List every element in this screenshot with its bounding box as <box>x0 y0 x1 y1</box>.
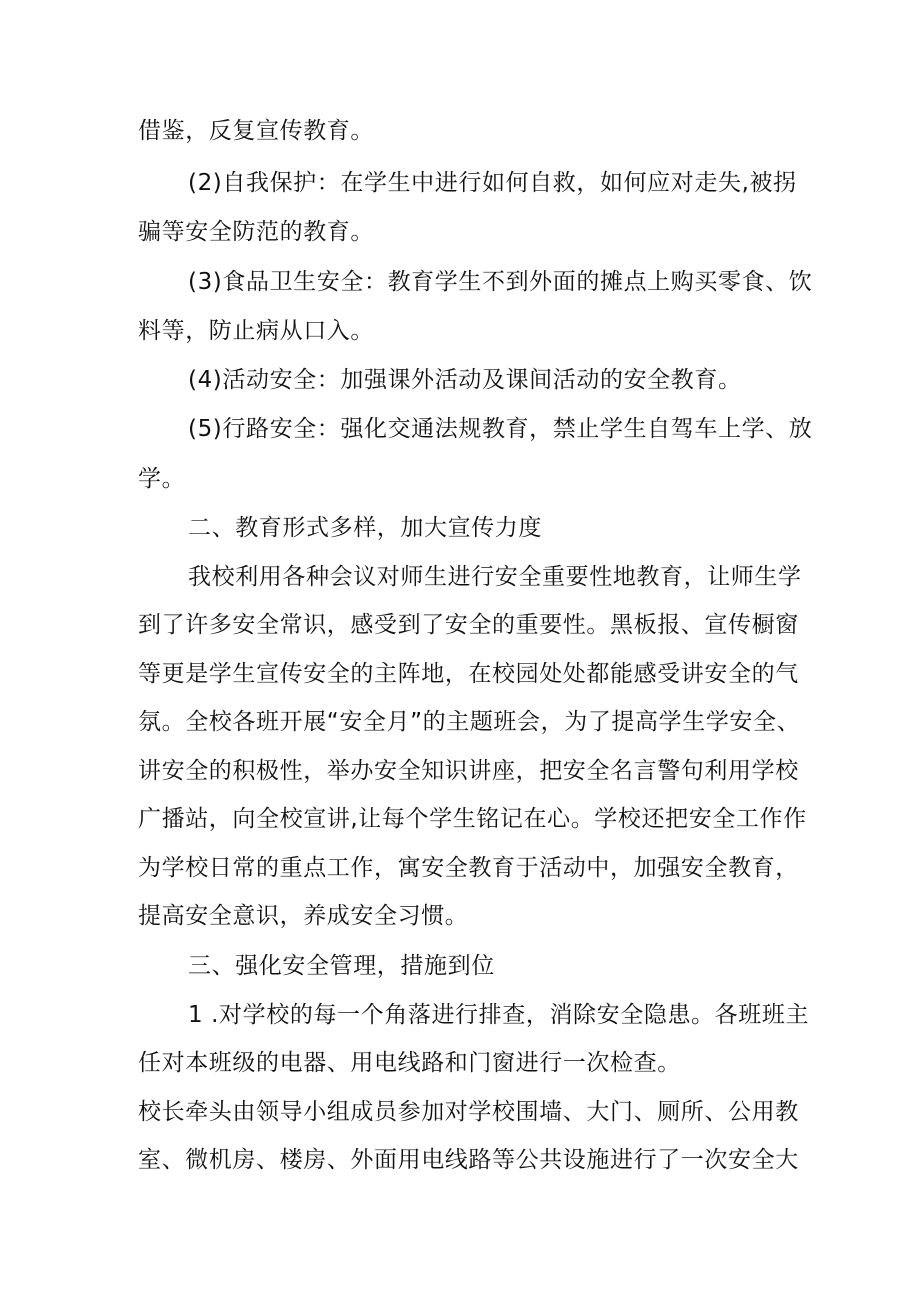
paragraph-line: 骗等安全防范的教育。 <box>138 219 374 245</box>
paragraph-line: 为学校日常的重点工作，寓安全教育于活动中，加强安全教育， <box>138 855 799 881</box>
paragraph-line: 等更是学生宣传安全的主阵地，在校园处处都能感受讲安全的气 <box>138 661 799 687</box>
paragraph-line: 任对本班级的电器、用电线路和门窗进行一次检查。 <box>138 1050 681 1076</box>
section-heading-3: 三、强化安全管理，措施到位 <box>188 953 495 979</box>
paragraph-line: 借鉴，反复宣传教育。 <box>138 118 374 144</box>
paragraph-line: 讲安全的积极性，举办安全知识讲座，把安全名言警句利用学校 <box>138 758 799 784</box>
list-item-activity-safety: (4)活动安全：加强课外活动及课间活动的安全教育。 <box>188 367 742 393</box>
list-item-self-protection: (2)自我保护：在学生中进行如何自救，如何应对走失,被拐 <box>188 170 797 196</box>
list-item-road-safety: (5)行路安全：强化交通法规教育，禁止学生自驾车上学、放 <box>188 416 813 442</box>
section-heading-2: 二、教育形式多样，加大宣传力度 <box>188 515 542 541</box>
numbered-item-1: 1 .对学校的每一个角落进行排查，消除安全隐患。各班班主 <box>188 1002 810 1028</box>
paragraph-line: 校长牵头由领导小组成员参加对学校围墙、大门、厕所、公用教 <box>138 1099 799 1125</box>
paragraph-line: 氛。全校各班开展“安全月”的主题班会，为了提高学生学安全、 <box>138 709 801 735</box>
paragraph-line: 学。 <box>138 466 186 492</box>
paragraph-line: 我校利用各种会议对师生进行安全重要性地教育，让师生学 <box>188 564 802 590</box>
paragraph-line: 到了许多安全常识，感受到了安全的重要性。黑板报、宣传橱窗 <box>138 612 799 638</box>
paragraph-line: 广播站，向全校宣讲,让每个学生铭记在心。学校还把安全工作作 <box>138 806 807 832</box>
paragraph-line: 室、微机房、楼房、外面用电线路等公共设施进行了一次安全大 <box>138 1147 799 1173</box>
paragraph-line: 提高安全意识，养成安全习惯。 <box>138 903 469 929</box>
list-item-food-safety: (3)食品卫生安全：教育学生不到外面的摊点上购买零食、饮 <box>188 269 813 295</box>
paragraph-line: 料等，防止病从口入。 <box>138 318 374 344</box>
